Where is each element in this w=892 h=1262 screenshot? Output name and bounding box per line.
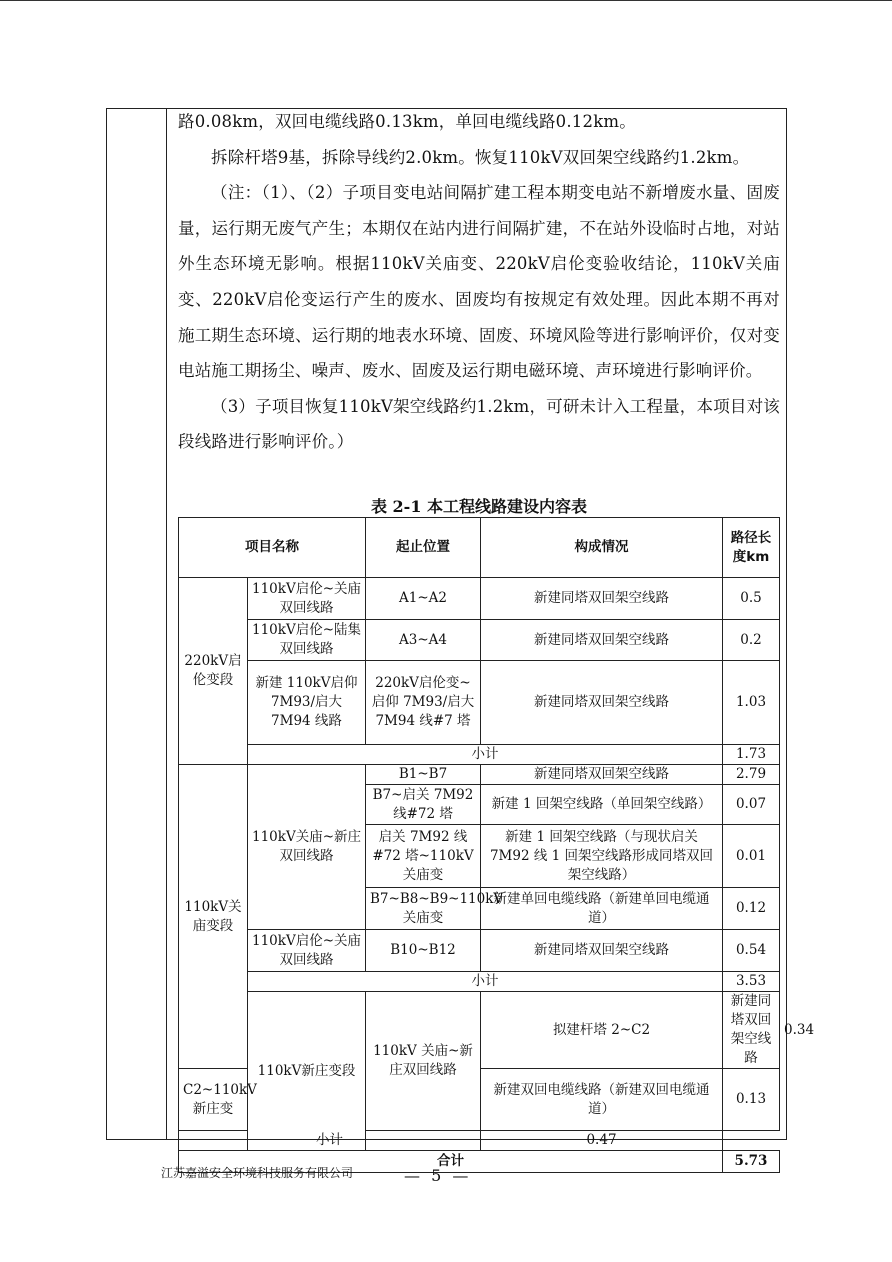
subtotal-label: 小计	[248, 972, 723, 992]
line-construction-table	[178, 517, 815, 1173]
composition-cell: 新建同塔双回架空线路	[481, 930, 723, 972]
position-cell: B7~B8~B9~110kV关庙变	[366, 888, 481, 930]
subtotal-value: 0.47	[481, 1131, 723, 1151]
table-row	[179, 930, 780, 972]
table-row	[179, 765, 780, 785]
length-cell: 2.79	[723, 765, 780, 785]
table-row: 110kV新庄变段 110kV 关庙~新庄双回线路 拟建杆塔 2~C2 新建同塔双回架空线路 0.34	[179, 992, 780, 1069]
length-cell: 0.01	[723, 825, 780, 888]
composition-cell: 新建同塔双回架空线路	[723, 992, 780, 1069]
top-rule	[0, 0, 892, 1]
length-cell: 0.13	[723, 1069, 780, 1131]
subtotal-row	[179, 972, 780, 992]
header-composition: 构成情况	[481, 518, 723, 578]
length-cell: 1.03	[723, 661, 780, 745]
line-name: 110kV启伦~关庙双回线路	[248, 930, 366, 972]
header-name: 项目名称	[179, 518, 366, 578]
table-row	[179, 661, 780, 745]
line-name: 新建 110kV启仰 7M93/启大 7M94 线路	[248, 661, 366, 745]
length-cell: 0.07	[723, 785, 780, 825]
position-cell: C2~110kV新庄变	[179, 1069, 248, 1131]
composition-cell: 新建单回电缆线路（新建单回电缆通道）	[481, 888, 723, 930]
total-value: 5.73	[723, 1151, 780, 1173]
segment-label: 110kV关庙变段	[179, 765, 248, 1069]
composition-cell: 新建同塔双回架空线路	[481, 765, 723, 785]
body-text	[178, 104, 780, 460]
position-cell: 220kV启伦变~启仰 7M93/启大 7M94 线#7 塔	[366, 661, 481, 745]
position-cell: B1~B7	[366, 765, 481, 785]
segment-label: 220kV启伦变段	[179, 578, 248, 765]
length-cell: 0.2	[723, 620, 780, 661]
position-cell: B10~B12	[366, 930, 481, 972]
table-row	[179, 578, 780, 620]
header-position: 起止位置	[366, 518, 481, 578]
composition-cell: 新建同塔双回架空线路	[481, 661, 723, 745]
composition-cell: 新建同塔双回架空线路	[481, 620, 723, 661]
composition-cell: 新建 1 回架空线路（单回架空线路）	[481, 785, 723, 825]
subtotal-row	[179, 1131, 780, 1151]
subtotal-value: 3.53	[723, 972, 780, 992]
position-cell: 启关 7M92 线#72 塔~110kV关庙变	[366, 825, 481, 888]
subtotal-row	[179, 745, 780, 765]
length-cell: 0.5	[723, 578, 780, 620]
subtotal-label: 小计	[179, 1131, 481, 1151]
subtotal-value: 1.73	[723, 745, 780, 765]
segment-label: 110kV新庄变段	[248, 992, 366, 1151]
line-name: 110kV 关庙~新庄双回线路	[366, 992, 481, 1131]
paragraph-4: （3）子项目恢复110kV架空线路约1.2km，可研未计入工程量，本项目对该段线路进行影响评价。）	[178, 396, 780, 452]
composition-cell: 新建双回电缆线路（新建双回电缆通道）	[481, 1069, 723, 1131]
line-name: 110kV启伦~陆集双回线路	[248, 620, 366, 661]
length-cell: 0.12	[723, 888, 780, 930]
table-header-row	[179, 518, 780, 578]
position-cell: A1~A2	[366, 578, 481, 620]
composition-cell: 新建同塔双回架空线路	[481, 578, 723, 620]
subtotal-label: 小计	[248, 745, 723, 765]
total-label: 合计	[179, 1151, 723, 1173]
header-length: 路径长度km	[723, 518, 780, 578]
frame-column-divider	[166, 108, 167, 1140]
table-row	[179, 620, 780, 661]
footer-company: 江苏嘉溢安全环境科技服务有限公司	[161, 1166, 354, 1180]
position-cell: 拟建杆塔 2~C2	[481, 992, 723, 1069]
page-number: — 5 —	[404, 1166, 472, 1185]
composition-cell: 新建 1 回架空线路（与现状启关 7M92 线 1 回架空线路形成同塔双回架空线路）	[481, 825, 723, 888]
line-name: 110kV关庙~新庄双回线路	[248, 765, 366, 930]
length-cell: 0.54	[723, 930, 780, 972]
position-cell: A3~A4	[366, 620, 481, 661]
paragraph-2: 拆除杆塔9基，拆除导线约2.0km。恢复110kV双回架空线路约1.2km。	[211, 147, 750, 167]
paragraph-1: 路0.08km，双回电缆线路0.13km，单回电缆线路0.12km。	[178, 112, 636, 131]
paragraph-3: （注：（1）、（2）子项目变电站间隔扩建工程本期变电站不新增废水量、固废量，运行期无废气产生；本期仅在站内进行间隔扩建，不在站外设临时占地，对站外生态环境无影响。根据110kV关庙变、220kV启伦变验收结论，110kV关庙变、220kV启伦变运行产生的废水、固废均有按规定有效处理。因此本期不再对施工期生态环境、运行期的地表水环境、固废、环境风险等进行影响评价，仅对变电站施工期扬尘、噪声、废水、固废及运行期电磁环境、声环境进行影响评价。	[178, 183, 780, 381]
table-caption: 表 2-1 本工程线路建设内容表	[370, 497, 588, 516]
position-cell: B7~启关 7M92 线#72 塔	[366, 785, 481, 825]
line-name: 110kV启伦~关庙双回线路	[248, 578, 366, 620]
